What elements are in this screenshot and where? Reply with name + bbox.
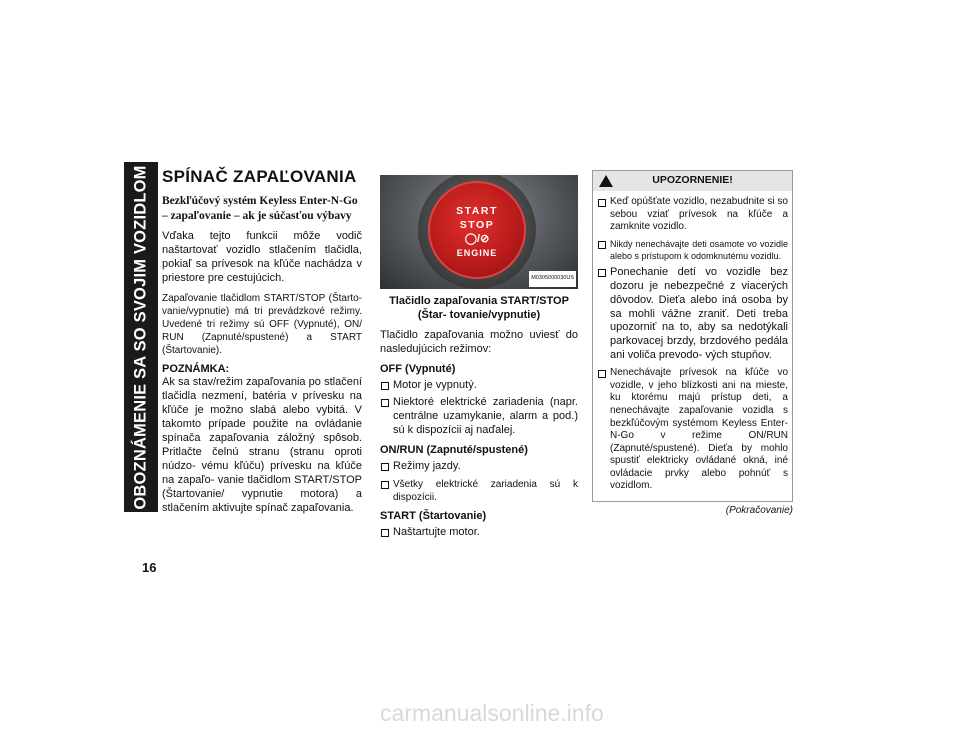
warning-item: Nenechávajte prívesok na kľúče vo vozidle, v jeho blízkosti ani na mieste, ku ktorému majú prístup deti, a nenechávajte zapaľovanie vozidla s bezkľúčovým systémom Keyless Enter-N-Go v režime ON/RUN (Zapnuté/spustené). Dieťa by mohlo spustiť elektricky ovládané okná, iné ovládacie prvky alebo pohnúť s vozidlom.: [597, 367, 788, 493]
paragraph-intro: Vďaka tejto funkcii môže vodič naštartovať vozidlo stlačením tlačidla, pokiaľ sa prívesok na kľúče nachádza v priestore pre cestujúcich.: [162, 229, 362, 284]
section-side-tab-label: OBOZNÁMENIE SA SO SVOJIM VOZIDLOM: [131, 164, 150, 510]
list-item: Niektoré elektrické zariadenia (napr. centrálne uzamykanie, alarm a pod.) sú k dispozícii aj naďalej.: [380, 396, 578, 438]
list-item: Všetky elektrické zariadenia sú k dispozícii.: [380, 478, 578, 504]
off-heading: OFF (Vypnuté): [380, 362, 456, 375]
warning-item: Keď opúšťate vozidlo, nezabudnite si so sebou vziať prívesok na kľúče a zamknite vozidlo.: [597, 196, 788, 234]
column-3: [592, 170, 793, 518]
list-item: Režimy jazdy.: [380, 460, 578, 474]
photo-caption: Tlačidlo zapaľovania START/STOP (Štar- tovanie/vypnutie): [389, 295, 569, 321]
list-item: Naštartujte motor.: [380, 526, 578, 540]
start-stop-button-image: [428, 181, 526, 279]
warning-title: UPOZORNENIE!: [652, 174, 733, 187]
page-number: 16: [142, 560, 157, 575]
ignition-button-photo: [380, 175, 578, 289]
on-run-heading: ON/RUN (Zapnuté/spustené): [380, 444, 528, 457]
column-2: [380, 170, 578, 544]
start-heading: START (Štartovanie): [380, 509, 487, 522]
photo-code: M0305000030US: [529, 271, 576, 287]
power-icon: ◯/⊘: [464, 232, 490, 245]
warning-header: [593, 171, 792, 191]
continued-label: (Pokračovanie): [725, 505, 793, 517]
section-side-tab: [124, 162, 158, 512]
note-text: Ak sa stav/režim zapaľovania po stlačení tlačidla nezmení, batéria v prívesku na kľúče je možno slabá alebo vybitá. V takomto prípade použite na ovládanie spínača zapaľovania záložný spôsob. Pritlačte čelnú stranu (stranu oproti núdzo- vému kľúču) prívesku na kľúče na zapaľo- vanie tlačidlom START/STOP (Štartovanie/ vypnutie motora) a stlačením aktivujte spínač zapaľovania.: [162, 376, 362, 514]
note-heading: POZNÁMKA:: [162, 362, 230, 375]
warning-item: Nikdy nenechávajte deti osamote vo vozidle alebo s prístupom k odomknutému vozidlu.: [597, 238, 788, 262]
button-start-label: START: [456, 205, 498, 217]
paragraph-modes: Zapaľovanie tlačidlom START/STOP (Štarto- vanie/vypnutie) má tri prevádzkové režimy. Uvedené tri režimy sú OFF (Vypnuté), ON/ RUN (Zapnuté/spustené) a START (Štartovanie).: [162, 292, 362, 356]
button-stop-label: STOP: [459, 218, 495, 231]
column-1: [162, 167, 362, 522]
warning-item: Ponechanie detí vo vozidle bez dozoru je nebezpečné z viacerých dôvodov. Dieťa alebo iná osoba by sa mohli vážne zraniť. Deti treba upozorniť na to, aby sa nedotýkali parkovacej brzdy, brzdového pedála ani voliča prevodo- vých stupňov.: [597, 266, 788, 363]
button-engine-label: ENGINE: [456, 247, 498, 258]
warning-box: [592, 170, 793, 502]
modes-intro: Tlačidlo zapaľovania možno uviesť do nasledujúcich režimov:: [380, 328, 578, 355]
section-subtitle: Bezkľúčový systém Keyless Enter-N-Go – zapaľovanie – ak je súčasťou výbavy: [162, 194, 358, 222]
section-title: SPÍNAČ ZAPAĽOVANIA: [162, 167, 357, 186]
watermark: carmanualsonline.info: [380, 700, 604, 726]
warning-triangle-icon: [599, 175, 613, 187]
list-item: Motor je vypnutý.: [380, 379, 578, 393]
